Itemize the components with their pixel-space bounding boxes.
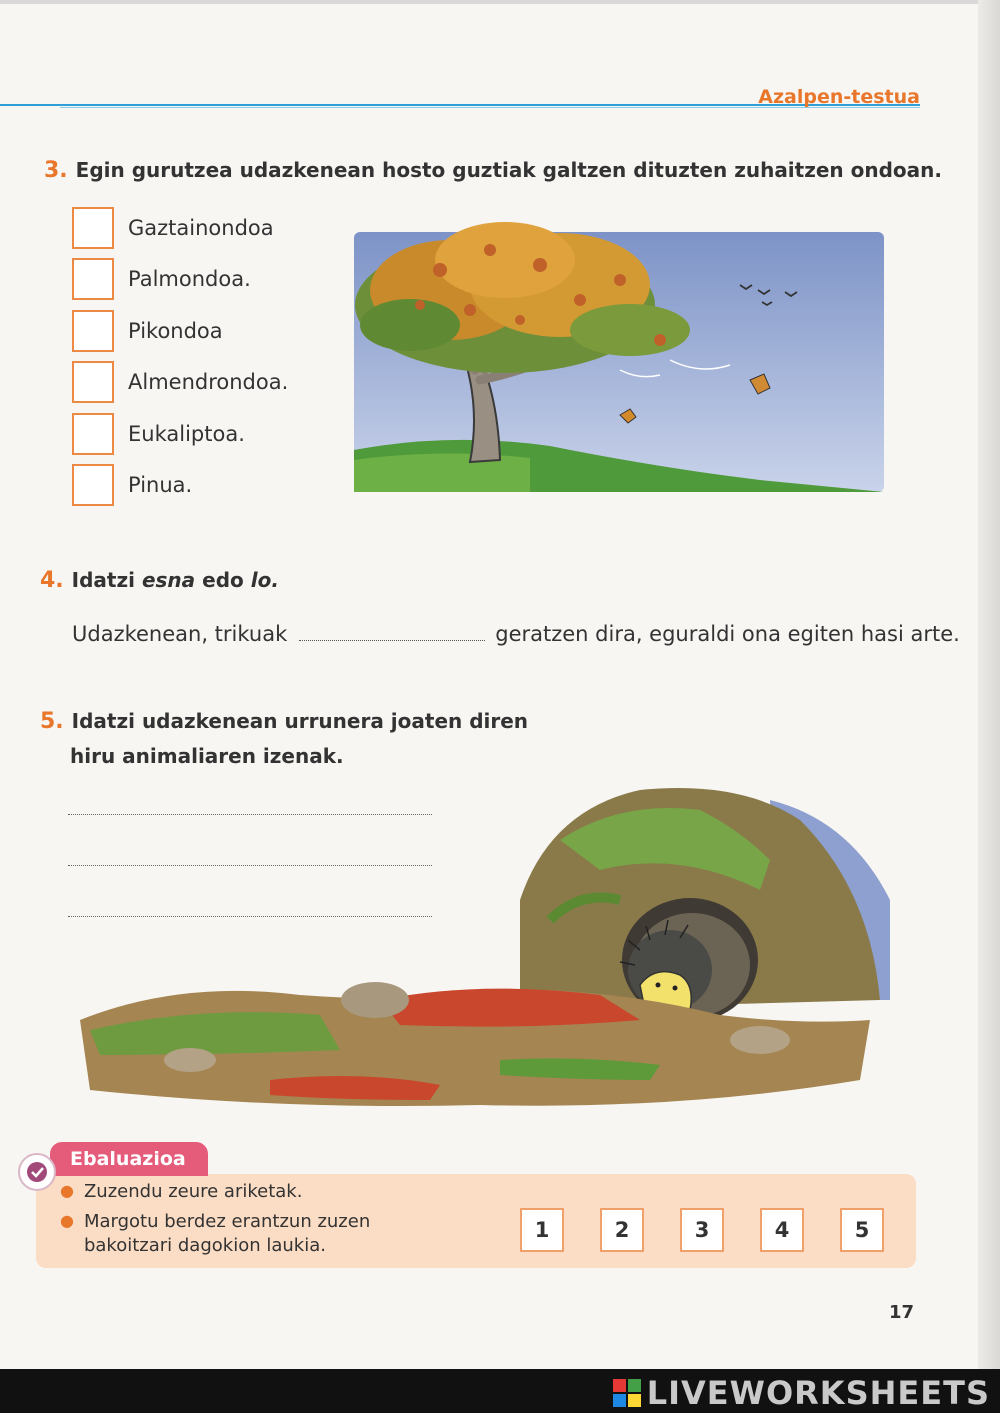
page-number: 17 [888,1302,914,1323]
checkbox-eukaliptoa[interactable] [72,413,114,455]
score-box-4[interactable]: 4 [760,1208,804,1252]
liveworksheets-logo [613,1374,990,1412]
option-row [72,357,288,409]
option-row [72,460,288,512]
option-label: Eukaliptoa. [128,421,245,446]
evaluation-item: ● Zuzendu zeure ariketak. [60,1181,303,1202]
question-5 [40,704,528,773]
fill-in-sentence [72,622,960,646]
option-row [72,408,288,460]
question-5-line1: Idatzi udazkenean urrunera joaten diren [71,709,529,733]
checkbox-palmondoa[interactable] [72,258,114,300]
checkbox-pikondoa[interactable] [72,310,114,352]
score-box-3[interactable]: 3 [680,1208,724,1252]
answer-blank-input[interactable] [299,622,485,641]
watermark-text: LIVEWORKSHEETS [646,1374,990,1412]
option-label: Pikondoa [128,318,223,343]
question-5-line2: hiru animaliaren izenak. [70,744,344,768]
page-top-edge [0,0,1000,4]
score-box-2[interactable]: 2 [600,1208,644,1252]
question-3 [44,158,942,183]
checkbox-gaztainondoa[interactable] [72,207,114,249]
option-label: Gaztainondoa [128,215,274,240]
autumn-tree-illustration [330,210,890,500]
question-4-prefix: Idatzi [71,568,135,592]
word-lo: lo. [250,568,279,592]
logo-grid-icon [613,1379,641,1407]
sentence-start: Udazkenean, trikuak [72,622,288,646]
checkmark-icon [18,1153,56,1191]
question-3-text: Egin gurutzea udazkenean hosto guztiak galtzen dituzten zuhaitzen ondoan. [75,158,942,182]
option-label: Palmondoa. [128,267,251,292]
option-label: Pinua. [128,473,193,498]
question-4 [40,568,279,593]
section-title: Azalpen-testua [758,86,920,108]
word-esna: esna [141,568,196,592]
question-3-number: 3. [44,158,68,183]
checkbox-pinua[interactable] [72,464,114,506]
bullet-icon: ● [60,1211,74,1230]
question-5-number: 5. [40,709,64,734]
option-row [72,305,288,357]
sentence-end: geratzen dira, eguraldi ona egiten hasi arte. [495,622,960,646]
question-4-number: 4. [40,568,64,593]
option-row [72,202,288,254]
score-box-1[interactable]: 1 [520,1208,564,1252]
tree-options-list [72,202,288,511]
hedgehog-burrow-illustration [80,780,900,1120]
checkbox-almendrondoa[interactable] [72,361,114,403]
evaluation-title: Ebaluazioa [50,1142,208,1176]
question-4-mid: edo [202,568,244,592]
evaluation-instructions [60,1180,464,1264]
evaluation-item: ● Margotu berdez erantzun zuzen bakoitzari dagokion laukia. [60,1211,371,1256]
option-row [72,254,288,306]
page-right-edge [978,0,1000,1413]
bullet-icon: ● [60,1181,74,1200]
score-box-5[interactable]: 5 [840,1208,884,1252]
option-label: Almendrondoa. [128,370,289,395]
score-boxes [520,1208,884,1252]
